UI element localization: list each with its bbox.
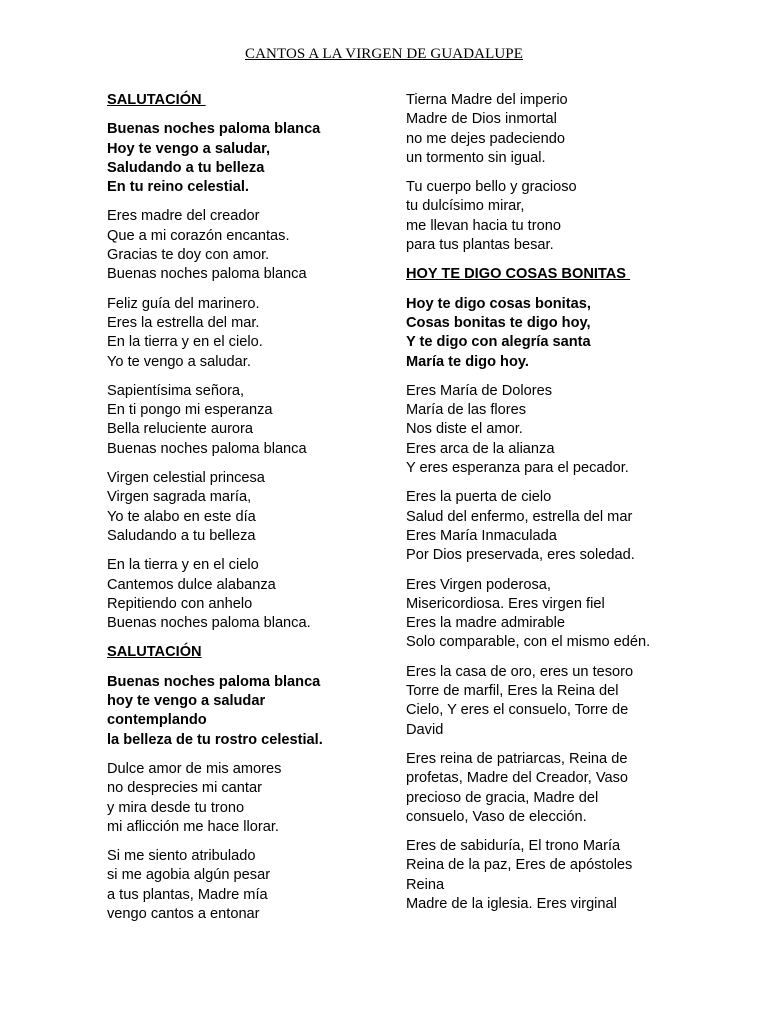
lyric-line: Cantemos dulce alabanza [107,576,276,593]
lyric-line: Buenas noches paloma blanca. [107,615,311,632]
lyric-line: Yo te alabo en este día [107,508,256,525]
lyric-line: Bella reluciente aurora [107,421,254,438]
lyric-line: Dulce amor de mis amores [107,760,282,777]
stanza [107,207,387,284]
lyric-line: mi aflicción me hace llorar. [107,818,279,835]
stanza [107,382,387,459]
stanza [406,91,706,168]
lyric-line: David [406,721,444,738]
lyric-line: En la tierra y en el cielo. [107,334,263,351]
stanza [406,178,706,255]
stanza [107,556,387,633]
lyric-line: Y te digo con alegría santa [406,334,591,351]
lyric-line: Tu cuerpo bello y gracioso [406,179,577,196]
lyric-line: Yo te vengo a saludar. [107,353,251,370]
lyric-line: Tierna Madre del imperio [406,92,568,108]
lyric-line: la belleza de tu rostro celestial. [107,731,323,748]
lyric-line: Madre de Dios inmortal [406,111,557,128]
lyric-line: a tus plantas, Madre mía [107,886,268,903]
lyric-line: vengo cantos a entonar [107,905,260,922]
lyric-line: En tu reino celestial. [107,179,249,196]
stanza [406,837,706,914]
lyric-line: me llevan hacia tu trono [406,217,561,234]
lyric-line: En la tierra y en el cielo [107,557,259,574]
lyric-line: Cosas bonitas te digo hoy, [406,314,591,331]
lyric-line: Eres María Inmaculada [406,527,557,544]
section-heading-salutacion-2: SALUTACIÓN [107,644,202,661]
lyric-line: Virgen celestial princesa [107,470,265,487]
stanza-group [406,91,706,255]
lyric-line: Saludando a tu belleza [107,159,265,176]
chorus-stanza [107,120,387,197]
lyric-line: Virgen sagrada maría, [107,489,252,506]
stanza-group [107,207,387,633]
stanza [107,847,387,924]
lyric-line: Buenas noches paloma blanca [107,121,321,138]
lyric-line: precioso de gracia, Madre del [406,789,599,806]
lyric-line: Gracias te doy con amor. [107,247,270,264]
lyric-line: Que a mi corazón encantas. [107,227,290,244]
lyric-line: Madre de la iglesia. Eres virginal [406,895,617,912]
stanza-group [406,382,706,914]
lyric-line: Eres María de Dolores [406,382,552,399]
lyric-line: y mira desde tu trono [107,799,245,816]
lyric-line: Buenas noches paloma blanca [107,266,307,283]
lyric-line: Solo comparable, con el mismo edén. [406,634,651,651]
stanza-group [107,760,387,924]
lyric-line: Salud del enfermo, estrella del mar [406,508,633,525]
lyric-line: Eres Virgen poderosa, [406,576,551,593]
lyric-line: consuelo, Vaso de elección. [406,808,587,825]
lyric-line: Eres la casa de oro, eres un tesoro [406,663,634,680]
lyric-line: tu dulcísimo mirar, [406,198,525,215]
lyric-line: Buenas noches paloma blanca [107,440,307,457]
lyric-line: Cielo, Y eres el consuelo, Torre de [406,702,629,719]
lyric-line: Repitiendo con anhelo [107,595,253,612]
lyric-line: Eres reina de patriarcas, Reina de [406,750,628,767]
stanza [406,576,706,653]
lyric-line: para tus plantas besar. [406,237,554,254]
lyric-line: Misericordiosa. Eres virgen fiel [406,595,605,612]
section-heading-cosas-bonitas: HOY TE DIGO COSAS BONITAS [406,266,631,283]
lyric-line: Hoy te vengo a saludar, [107,140,271,157]
stanza [406,382,706,478]
lyric-line: En ti pongo mi esperanza [107,402,273,419]
lyric-line: un tormento sin igual. [406,149,546,166]
page-title: CANTOS A LA VIRGEN DE GUADALUPE [245,46,523,62]
lyric-line: Si me siento atribulado [107,848,256,865]
lyric-line: Nos diste el amor. [406,421,523,438]
lyric-line: Eres arca de la alianza [406,440,555,457]
lyric-line: Eres de sabiduría, El trono María [406,838,621,855]
stanza [107,760,387,837]
lyric-line: Eres madre del creador [107,208,260,225]
lyric-line: Eres la estrella del mar. [107,314,260,331]
stanza [406,663,706,740]
lyric-line: no desprecies mi cantar [107,780,262,797]
section-heading-salutacion-1: SALUTACIÓN [107,92,206,108]
lyric-line: Saludando a tu belleza [107,527,256,544]
lyric-line: si me agobia algún pesar [107,867,271,884]
stanza [406,750,706,827]
lyric-line: Eres la madre admirable [406,615,565,632]
lyric-line: Feliz guía del marinero. [107,295,260,312]
lyric-line: Buenas noches paloma blanca [107,673,321,690]
lyric-line: no me dejes padeciendo [406,130,566,147]
lyric-line: María de las flores [406,402,527,419]
chorus-stanza [406,295,706,372]
lyric-line: Y eres esperanza para el pecador. [406,460,629,477]
lyric-line: Sapientísima señora, [107,382,245,399]
right-column [406,91,706,924]
lyric-line: Reina [406,876,445,893]
lyric-line: Torre de marfil, Eres la Reina del [406,683,619,700]
stanza [107,295,387,372]
lyric-line: profetas, Madre del Creador, Vaso [406,770,628,787]
stanza [406,488,706,565]
lyric-line: María te digo hoy. [406,353,529,370]
stanza [107,469,387,546]
lyric-line: hoy te vengo a saludar [107,693,266,710]
lyric-line: Eres la puerta de cielo [406,489,552,506]
left-column [107,91,387,934]
lyric-line: contemplando [107,712,207,729]
lyric-line: Reina de la paz, Eres de apóstoles [406,857,633,874]
lyric-line: Por Dios preservada, eres soledad. [406,547,635,564]
lyric-line: Hoy te digo cosas bonitas, [406,295,591,312]
chorus-stanza [107,673,387,750]
